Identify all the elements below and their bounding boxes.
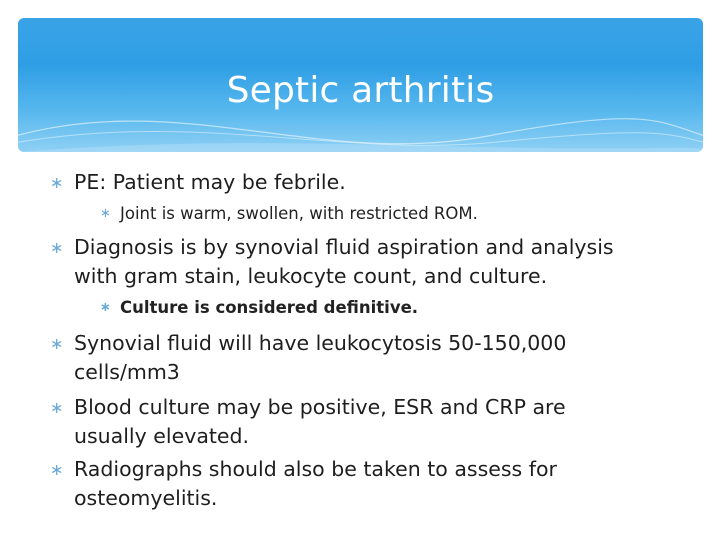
bullet-asterisk-icon: ∗ — [100, 206, 111, 221]
bullet-asterisk-icon: ∗ — [50, 238, 64, 257]
bullet-asterisk-icon: ∗ — [50, 460, 64, 479]
bullet-text: PE: Patient may be febrile. — [74, 170, 346, 194]
bullet-item — [50, 168, 634, 197]
bullet-item — [50, 393, 634, 451]
slide-title: Septic arthritis — [226, 70, 495, 111]
sub-bullet-item — [100, 202, 640, 226]
bullet-text: Diagnosis is by synovial fluid aspiration and analysis with gram stain, leukocyte count, and culture. — [74, 235, 614, 288]
sub-bullet-text: Joint is warm, swollen, with restricted ROM. — [120, 204, 478, 223]
bullet-item — [50, 233, 634, 291]
bullet-item — [50, 455, 634, 513]
sub-bullet-text: Culture is considered definitive. — [120, 298, 419, 317]
bullet-item — [50, 329, 634, 387]
bullet-asterisk-icon: ∗ — [50, 398, 64, 417]
bullet-asterisk-icon: ∗ — [50, 334, 64, 353]
sub-bullet-item — [100, 296, 640, 320]
bullet-text: Radiographs should also be taken to assess for osteomyelitis. — [74, 457, 557, 510]
bullet-text: Synovial fluid will have leukocytosis 50-150,000 cells/mm3 — [74, 331, 567, 384]
bullet-asterisk-icon: ∗ — [50, 173, 64, 192]
bullet-text: Blood culture may be positive, ESR and CRP are usually elevated. — [74, 395, 566, 448]
bullet-asterisk-icon: ∗ — [100, 300, 111, 315]
